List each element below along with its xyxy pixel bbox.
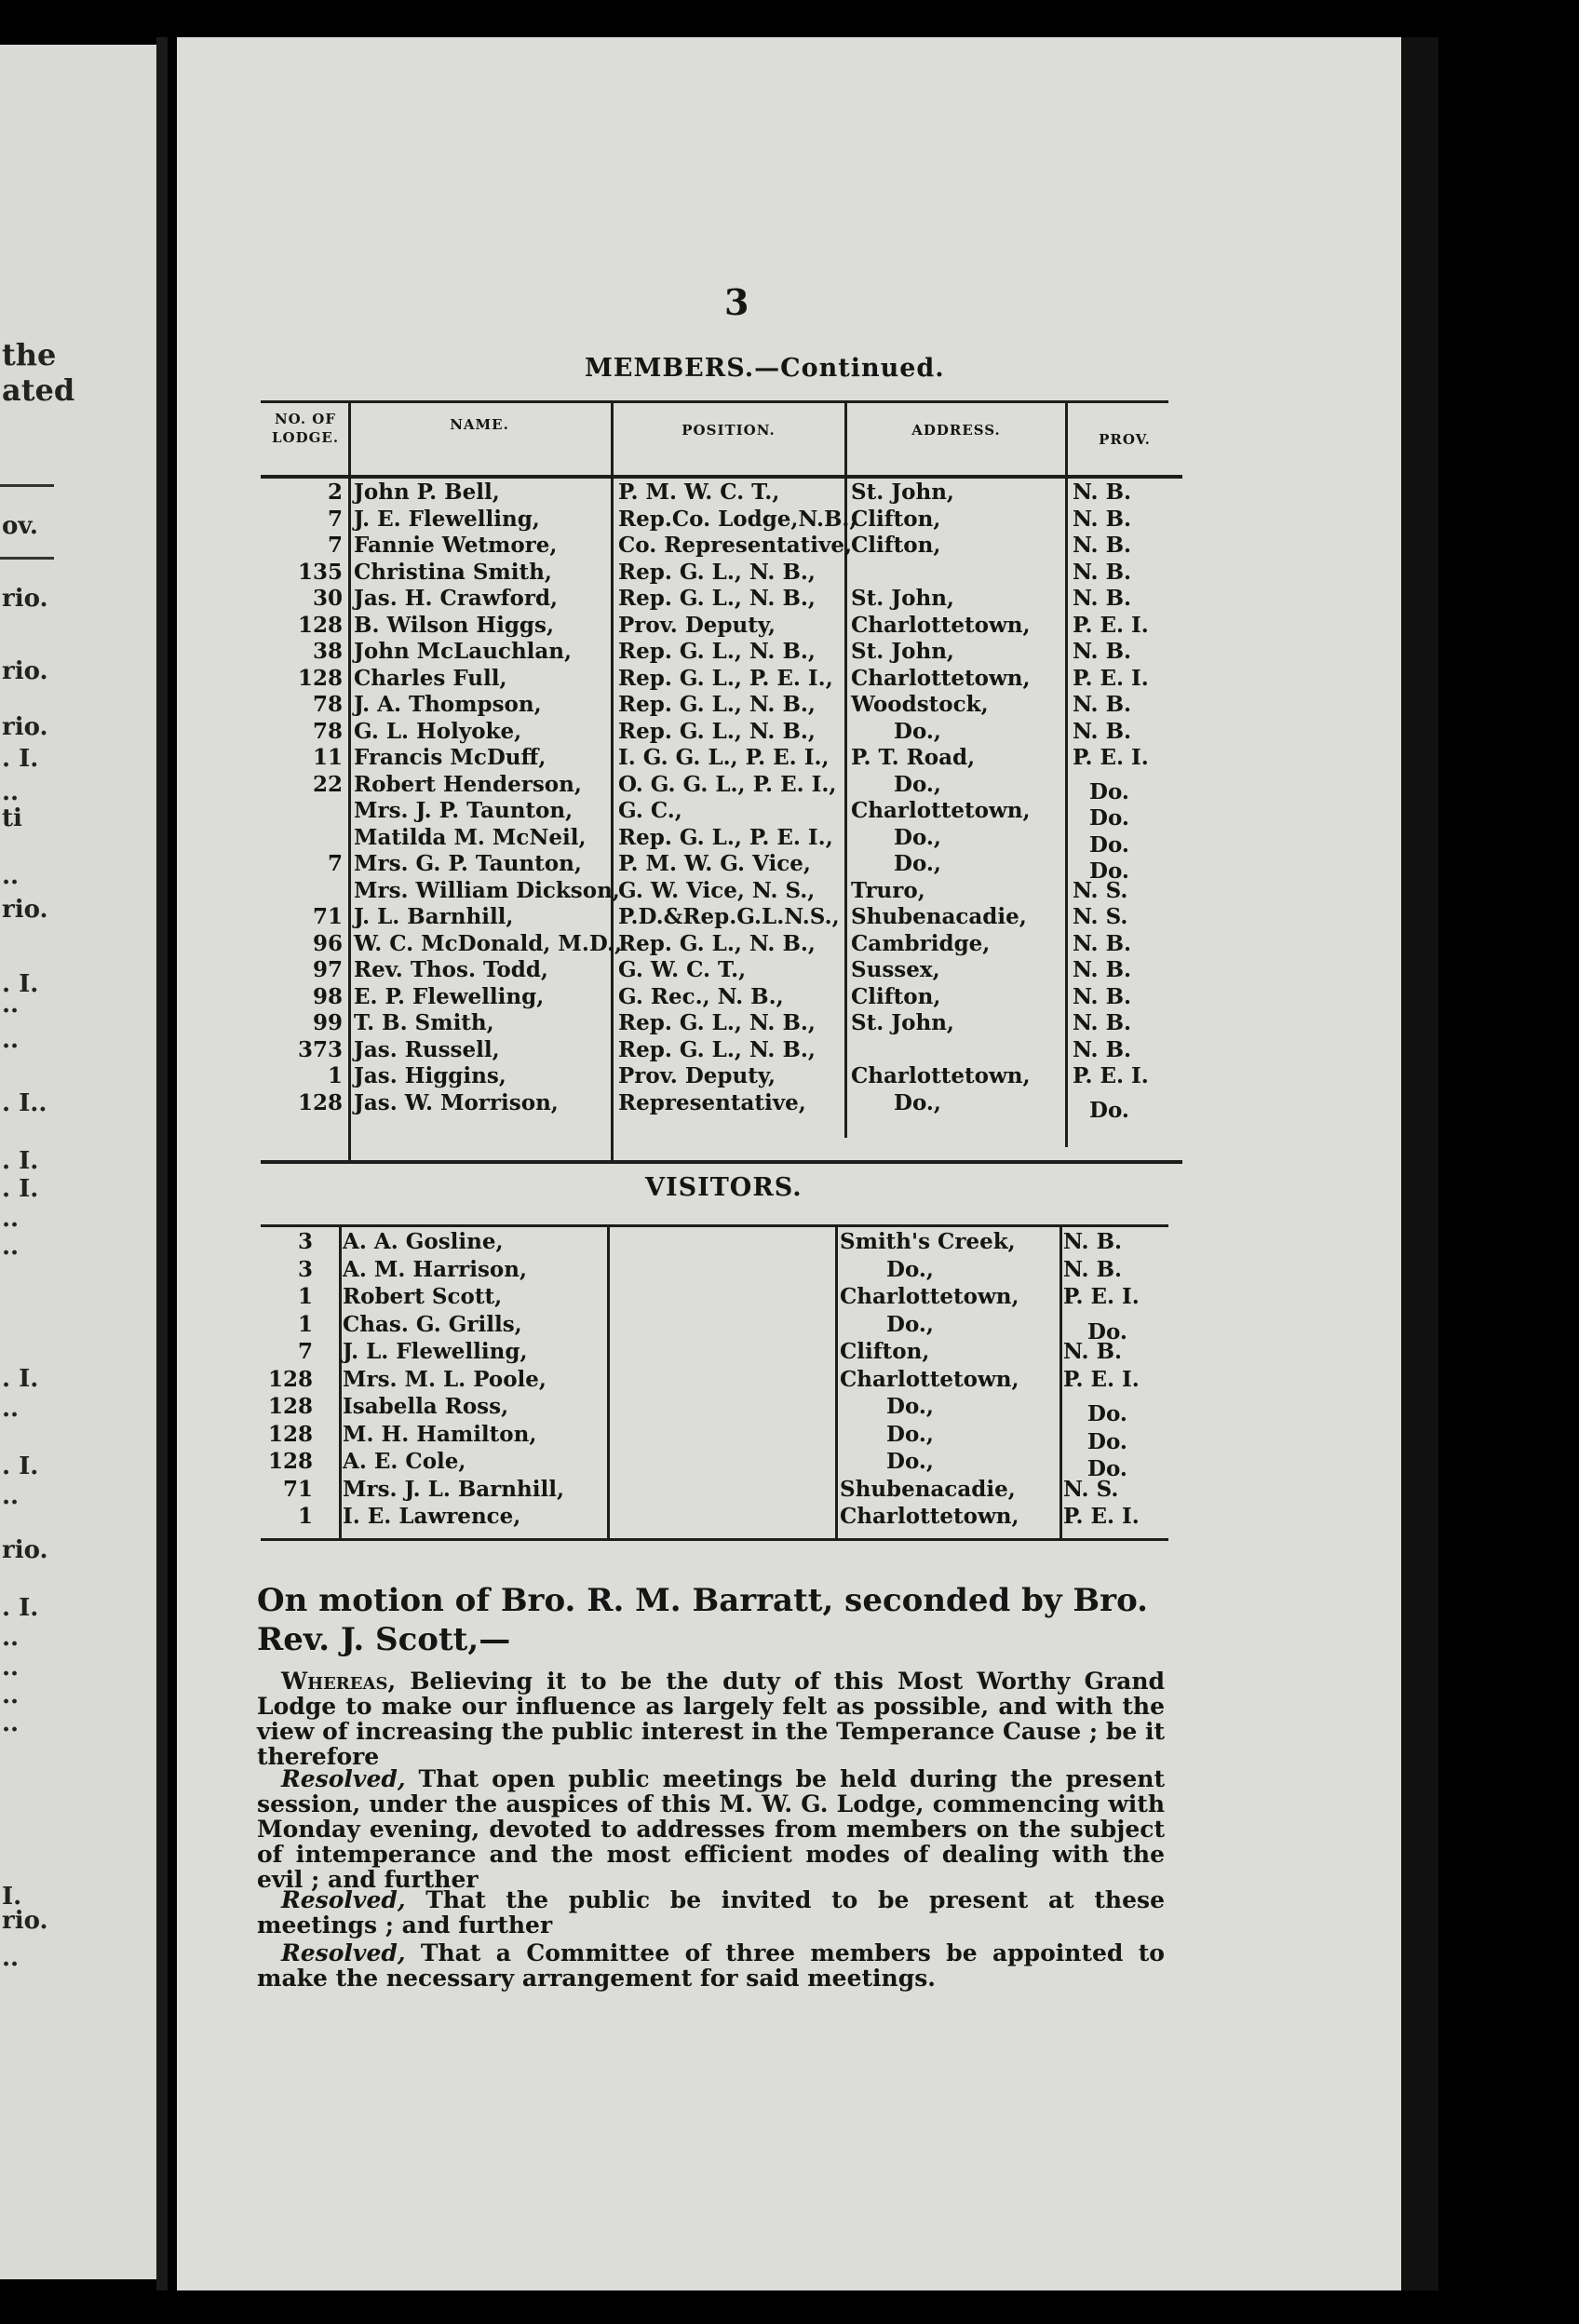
lodge-number-cell: 128 [297, 612, 343, 638]
visitor-prov-cell: Do. [1087, 1318, 1127, 1344]
member-prov-cell: N. B. [1073, 692, 1132, 717]
lodge-number-cell: 128 [267, 1421, 313, 1447]
member-position-cell: Rep. G. L., N. B., [618, 692, 816, 717]
lodge-number-cell: 7 [327, 851, 343, 876]
lodge-number-cell: 135 [297, 559, 343, 585]
visitor-name-cell: Isabella Ross, [343, 1394, 509, 1419]
lodge-number-cell: 1 [297, 1504, 313, 1529]
visitor-address-cell: Do., [886, 1394, 934, 1419]
left-page-text-fragment: rio. [2, 585, 48, 613]
member-prov-cell: N. B. [1073, 506, 1132, 532]
resolution-text: That open public meetings be held during the present session, under the auspices of this M. W. G. Lodge, commencing with Monday evening, devoted to addresses from members on the subject of intemperance and the most efficient modes of dealing with the evil ; and further [257, 1765, 1165, 1893]
column-divider [607, 1225, 610, 1538]
resolution-text: That a Committee of three members be appointed to make the necessary arrangement for said meetings. [257, 1939, 1165, 1992]
member-name-cell: Christina Smith, [354, 559, 552, 585]
lodge-number-cell: 7 [327, 533, 343, 558]
resolution-paragraph [257, 1940, 1165, 1991]
left-page-text-fragment: rio. [2, 657, 48, 685]
visitors-top-rule [261, 1224, 1168, 1227]
member-prov-cell: P. E. I. [1073, 612, 1149, 638]
column-divider [1059, 1225, 1062, 1538]
lodge-number-cell: 3 [297, 1229, 313, 1254]
visitor-name-cell: Mrs. J. L. Barnhill, [343, 1476, 564, 1502]
visitor-prov-cell: Do. [1087, 1456, 1127, 1481]
member-position-cell: Rep. G. L., N. B., [618, 1036, 816, 1062]
lodge-number-cell: 78 [312, 718, 343, 744]
member-address-cell: P. T. Road, [851, 745, 976, 770]
prov-header: PROV. [1099, 431, 1151, 448]
member-name-cell: J. E. Flewelling, [354, 506, 540, 532]
whereas-paragraph [257, 1669, 1165, 1769]
member-name-cell: John McLauchlan, [354, 639, 573, 664]
member-prov-cell: Do. [1089, 858, 1129, 884]
lodge-number-cell: 96 [312, 930, 343, 956]
member-prov-cell: N. B. [1073, 718, 1132, 744]
lodge-number-cell: 30 [312, 586, 343, 611]
visitor-prov-cell: N. B. [1063, 1229, 1123, 1254]
member-position-cell: Rep. G. L., P. E. I., [618, 665, 833, 691]
left-page-text-fragment: . I. [2, 1594, 39, 1622]
motion-heading: On motion of Bro. R. M. Barratt, seconded by Bro. Rev. J. Scott,— [257, 1582, 1148, 1658]
member-name-cell: Mrs. J. P. Taunton, [354, 798, 574, 823]
member-name-cell: Robert Henderson, [354, 771, 582, 797]
resolution-lead: Resolved, [281, 1886, 406, 1913]
member-name-cell: W. C. McDonald, M.D., [354, 930, 622, 956]
lodge-number-cell: 128 [267, 1366, 313, 1392]
visitor-name-cell: A. E. Cole, [343, 1449, 466, 1474]
whereas-text: Believing it to be the duty of this Most Worthy Grand Lodge to make our influence as largely felt as possible, and with the view of increasing the public interest in the Temperance Cause ; be it therefore [257, 1668, 1165, 1770]
left-page-text-fragment: the [2, 337, 57, 372]
member-address-cell: Sussex, [851, 957, 940, 982]
visitor-name-cell: Chas. G. Grills, [343, 1311, 522, 1337]
visitor-address-cell: Charlottetown, [840, 1504, 1019, 1529]
left-page-text-fragment: . I.. [2, 1089, 47, 1117]
member-name-cell: Jas. Russell, [354, 1036, 500, 1062]
visitor-prov-cell: P. E. I. [1063, 1366, 1140, 1392]
lodge-number-cell: 128 [267, 1394, 313, 1419]
member-position-cell: O. G. G. L., P. E. I., [618, 771, 837, 797]
left-page-text-fragment: ated [2, 372, 75, 408]
resolution-paragraph [257, 1766, 1165, 1892]
visitor-address-cell: Do., [886, 1421, 934, 1447]
lodge-number-cell: 71 [312, 904, 343, 929]
member-name-cell: B. Wilson Higgs, [354, 612, 554, 638]
position-header: POSITION. [682, 422, 776, 439]
member-position-cell: G. W. C. T., [618, 957, 747, 982]
member-name-cell: Jas. H. Crawford, [354, 586, 559, 611]
member-position-cell: Co. Representative, [618, 533, 853, 558]
resolution-text: That the public be invited to be present at these meetings ; and further [257, 1886, 1165, 1939]
lodge-number-header: NO. OF LODGE. [271, 411, 340, 446]
lodge-number-cell: 128 [267, 1449, 313, 1474]
lodge-number-cell: 38 [312, 639, 343, 664]
member-address-cell: St. John, [851, 639, 954, 664]
member-position-cell: Rep. G. L., N. B., [618, 559, 816, 585]
left-page-text-fragment: .. [2, 1654, 20, 1682]
member-prov-cell: N. B. [1073, 957, 1132, 982]
visitor-address-cell: Do., [886, 1449, 934, 1474]
member-prov-cell: N. B. [1073, 639, 1132, 664]
member-name-cell: Jas. Higgins, [354, 1063, 506, 1088]
column-divider [611, 402, 614, 1162]
left-page-text-fragment: rio. [2, 896, 48, 924]
visitor-prov-cell: N. B. [1063, 1256, 1123, 1282]
lodge-number-cell: 3 [297, 1256, 313, 1282]
column-divider [339, 1225, 342, 1538]
visitor-name-cell: Mrs. M. L. Poole, [343, 1366, 547, 1392]
member-prov-cell: N. S. [1073, 877, 1128, 903]
page-gutter [156, 37, 168, 2290]
left-page-text-fragment: .. [2, 1233, 20, 1261]
left-page-text-fragment: .. [2, 862, 20, 890]
left-page-text-fragment: .. [2, 1395, 20, 1423]
resolution-paragraph [257, 1887, 1165, 1938]
member-address-cell: Woodstock, [851, 692, 989, 717]
left-page-text-fragment: . I. [2, 1147, 39, 1175]
lodge-number-cell: 1 [297, 1311, 313, 1337]
member-name-cell: Jas. W. Morrison, [354, 1089, 559, 1115]
member-name-cell: J. A. Thompson, [354, 692, 542, 717]
member-name-cell: Matilda M. McNeil, [354, 824, 587, 850]
member-name-cell: E. P. Flewelling, [354, 983, 545, 1009]
lodge-number-cell: 373 [297, 1036, 343, 1062]
member-address-cell: Charlottetown, [851, 612, 1031, 638]
member-address-cell: Do., [894, 718, 941, 744]
visitor-prov-cell: P. E. I. [1063, 1504, 1140, 1529]
left-page-text-fragment: .. [2, 1709, 20, 1737]
left-page-text-fragment: .. [2, 1205, 20, 1233]
member-prov-cell: P. E. I. [1073, 745, 1149, 770]
member-prov-cell: P. E. I. [1073, 665, 1149, 691]
lodge-number-cell: 97 [312, 957, 343, 982]
visitors-bottom-rule [261, 1538, 1168, 1541]
visitor-address-cell: Clifton, [840, 1339, 930, 1364]
member-prov-cell: N. B. [1073, 559, 1132, 585]
visitor-address-cell: Charlottetown, [840, 1284, 1019, 1309]
left-page-text-fragment: I. [2, 1883, 22, 1911]
member-prov-cell: N. B. [1073, 1010, 1132, 1035]
visitor-address-cell: Shubenacadie, [840, 1476, 1016, 1502]
member-address-cell: St. John, [851, 586, 954, 611]
visitor-prov-cell: N. B. [1063, 1339, 1123, 1364]
left-page-text-fragment: . I. [2, 745, 39, 773]
member-position-cell: Rep. G. L., N. B., [618, 930, 816, 956]
left-page-rule [0, 484, 54, 487]
member-prov-cell: P. E. I. [1073, 1063, 1149, 1088]
member-position-cell: G. C., [618, 798, 682, 823]
visitor-name-cell: A. M. Harrison, [343, 1256, 527, 1282]
visitor-name-cell: J. L. Flewelling, [343, 1339, 528, 1364]
member-address-cell: Clifton, [851, 506, 941, 532]
left-page-text-fragment: rio. [2, 1536, 48, 1564]
whereas-lead: Whereas, [281, 1668, 397, 1695]
member-address-cell: Charlottetown, [851, 665, 1031, 691]
member-address-cell: Clifton, [851, 533, 941, 558]
member-address-cell: St. John, [851, 480, 954, 505]
left-page-text-fragment: .. [2, 1482, 20, 1510]
lodge-number-cell: 98 [312, 983, 343, 1009]
member-name-cell: Francis McDuff, [354, 745, 547, 770]
member-name-cell: Rev. Thos. Todd, [354, 957, 548, 982]
visitor-address-cell: Do., [886, 1256, 934, 1282]
lodge-number-cell: 7 [297, 1339, 313, 1364]
member-position-cell: Rep.Co. Lodge,N.B., [618, 506, 857, 532]
member-position-cell: Prov. Deputy, [618, 1063, 776, 1088]
member-address-cell: Charlottetown, [851, 1063, 1031, 1088]
lodge-number-cell: 22 [312, 771, 343, 797]
member-address-cell: Do., [894, 771, 941, 797]
member-address-cell: Charlottetown, [851, 798, 1031, 823]
member-position-cell: P.D.&Rep.G.L.N.S., [618, 904, 840, 929]
member-prov-cell: N. B. [1073, 1036, 1132, 1062]
lodge-number-cell: 1 [327, 1063, 343, 1088]
member-name-cell: John P. Bell, [354, 480, 500, 505]
member-prov-cell: N. B. [1073, 533, 1132, 558]
visitor-address-cell: Smith's Creek, [840, 1229, 1016, 1254]
left-page-text-fragment: . I. [2, 1452, 39, 1480]
left-page-text-fragment: .. [2, 1026, 20, 1054]
visitor-name-cell: A. A. Gosline, [343, 1229, 504, 1254]
lodge-number-cell: 2 [327, 480, 343, 505]
lodge-number-cell: 7 [327, 506, 343, 532]
member-prov-cell: N. S. [1073, 904, 1128, 929]
member-address-cell: St. John, [851, 1010, 954, 1035]
column-divider [1065, 402, 1068, 1147]
visitor-prov-cell: N. S. [1063, 1476, 1119, 1502]
member-address-cell: Cambridge, [851, 930, 991, 956]
member-address-cell: Do., [894, 824, 941, 850]
lodge-number-cell: 1 [297, 1284, 313, 1309]
page-number: 3 [724, 281, 749, 323]
visitors-section-title: VISITORS. [645, 1173, 803, 1202]
lodge-number-cell: 71 [282, 1476, 313, 1502]
name-header: NAME. [450, 416, 509, 433]
left-page-text-fragment: ti [2, 804, 22, 832]
members-section-title: MEMBERS.—Continued. [585, 354, 945, 383]
lodge-number-cell: 78 [312, 692, 343, 717]
left-page-text-fragment: . I. [2, 1365, 39, 1393]
left-page-rule [0, 557, 54, 560]
member-prov-cell: Do. [1089, 805, 1129, 831]
member-name-cell: Mrs. G. P. Taunton, [354, 851, 582, 876]
visitor-address-cell: Charlottetown, [840, 1366, 1019, 1392]
member-position-cell: Rep. G. L., N. B., [618, 1010, 816, 1035]
member-address-cell: Truro, [851, 877, 925, 903]
member-position-cell: Rep. G. L., N. B., [618, 586, 816, 611]
left-page-text-fragment: .. [2, 1682, 20, 1709]
resolution-lead: Resolved, [281, 1765, 406, 1792]
member-name-cell: Mrs. William Dickson, [354, 877, 620, 903]
member-address-cell: Shubenacadie, [851, 904, 1027, 929]
left-page-text-fragment: . I. [2, 1175, 39, 1203]
member-prov-cell: N. B. [1073, 586, 1132, 611]
left-page-text-fragment: .. [2, 1624, 20, 1652]
resolution-lead: Resolved, [281, 1939, 406, 1966]
left-page-text-fragment: .. [2, 778, 20, 806]
member-name-cell: J. L. Barnhill, [354, 904, 514, 929]
lodge-number-cell: 128 [297, 1089, 343, 1115]
member-prov-cell: Do. [1089, 831, 1129, 858]
lodge-number-cell: 99 [312, 1010, 343, 1035]
member-name-cell: Charles Full, [354, 665, 507, 691]
member-position-cell: G. W. Vice, N. S., [618, 877, 816, 903]
left-page-text-fragment: rio. [2, 713, 48, 741]
visitor-prov-cell: Do. [1087, 1401, 1127, 1426]
member-position-cell: G. Rec., N. B., [618, 983, 784, 1009]
visitor-prov-cell: P. E. I. [1063, 1284, 1140, 1309]
member-prov-cell: N. B. [1073, 930, 1132, 956]
column-divider [835, 1225, 838, 1538]
visitor-prov-cell: Do. [1087, 1428, 1127, 1454]
lodge-number-cell: 11 [312, 745, 343, 770]
member-prov-cell: Do. [1089, 778, 1129, 804]
visitor-name-cell: Robert Scott, [343, 1284, 503, 1309]
left-page-text-fragment: .. [2, 991, 20, 1019]
member-position-cell: Prov. Deputy, [618, 612, 776, 638]
table-header-rule [261, 475, 1182, 479]
member-prov-cell: Do. [1089, 1097, 1129, 1123]
column-divider [348, 402, 351, 1162]
left-page-text-fragment: .. [2, 1944, 20, 1972]
member-prov-cell: N. B. [1073, 480, 1132, 505]
member-prov-cell: N. B. [1073, 983, 1132, 1009]
member-address-cell: Clifton, [851, 983, 941, 1009]
visitor-name-cell: M. H. Hamilton, [343, 1421, 537, 1447]
left-page-text-fragment: rio. [2, 1907, 48, 1935]
page-shadow [1401, 37, 1438, 2290]
left-page-text-fragment: ov. [2, 512, 38, 540]
visitor-name-cell: I. E. Lawrence, [343, 1504, 521, 1529]
member-name-cell: G. L. Holyoke, [354, 718, 522, 744]
member-position-cell: Rep. G. L., P. E. I., [618, 824, 833, 850]
visitor-address-cell: Do., [886, 1311, 934, 1337]
member-position-cell: P. M. W. C. T., [618, 480, 780, 505]
member-position-cell: P. M. W. G. Vice, [618, 851, 811, 876]
member-position-cell: Rep. G. L., N. B., [618, 639, 816, 664]
member-address-cell: Do., [894, 851, 941, 876]
member-name-cell: Fannie Wetmore, [354, 533, 558, 558]
lodge-number-cell: 128 [297, 665, 343, 691]
member-address-cell: Do., [894, 1089, 941, 1115]
left-page-text-fragment: . I. [2, 970, 39, 998]
member-name-cell: T. B. Smith, [354, 1010, 494, 1035]
member-position-cell: Rep. G. L., N. B., [618, 718, 816, 744]
member-position-cell: Representative, [618, 1089, 806, 1115]
member-position-cell: I. G. G. L., P. E. I., [618, 745, 830, 770]
address-header: ADDRESS. [911, 422, 1001, 439]
table-top-rule [261, 400, 1168, 403]
table-bottom-rule [261, 1160, 1182, 1164]
